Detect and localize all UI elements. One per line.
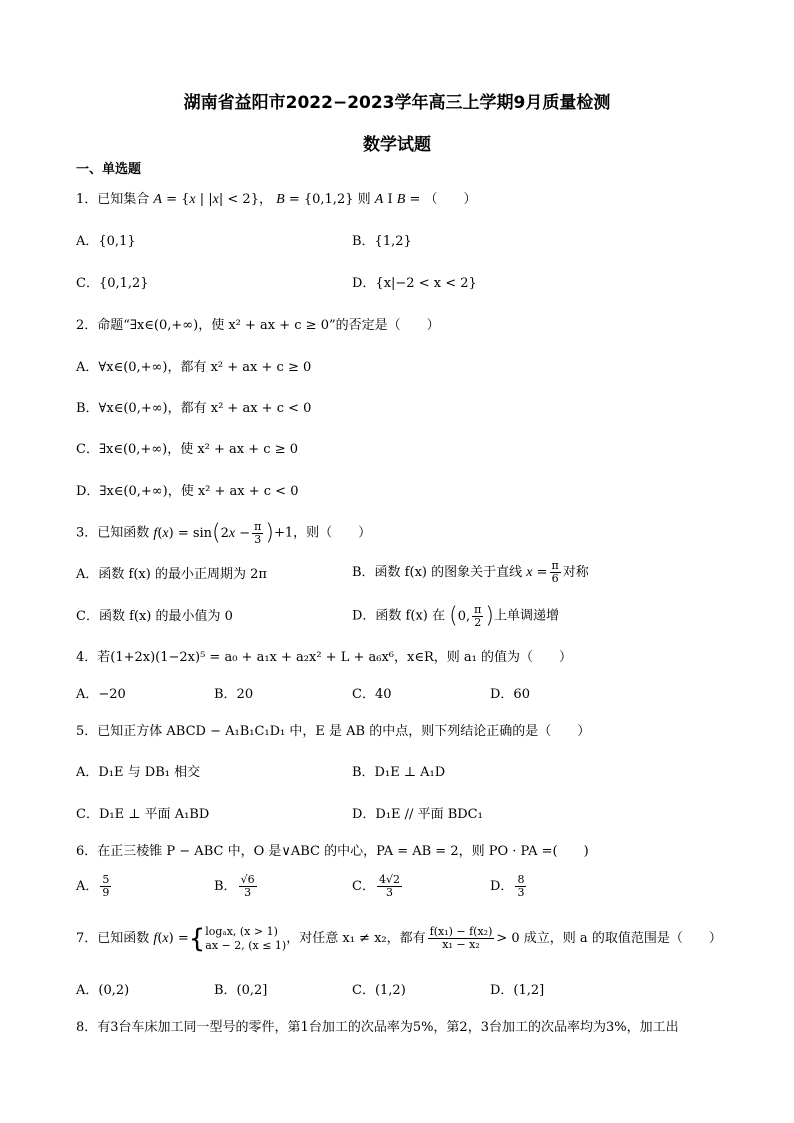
- q6-option-c: [352, 872, 404, 902]
- q1-stem-d: （ ）: [424, 192, 477, 207]
- q2-option-d: D．∃x∈(0,+∞)，使 x² + ax + c < 0: [76, 484, 299, 499]
- q6-option-a-den: 9: [102, 886, 110, 899]
- q1-option-c: C．{0,1,2}: [76, 276, 149, 291]
- question-5-stem: 5．已知正方体 ABCD − A₁B₁C₁D₁ 中，E 是 AB 的中点，则下列结论正确的是（ ）: [76, 724, 591, 739]
- q1-expr: A I B =: [374, 192, 421, 207]
- q4-option-a: A．−20: [76, 687, 126, 702]
- q3-option-a: A．函数 f(x) 的最小正周期为 2π: [76, 567, 267, 582]
- q1-option-d: D．{x|−2 < x < 2}: [352, 276, 477, 291]
- q7-frac-den: x₁ − x₂: [442, 938, 480, 951]
- q7-case-1: logₐx, (x > 1): [205, 924, 278, 938]
- q3-option-b-formula: x = $\frac{\pi}{6}$: [526, 559, 559, 585]
- question-8-stem: 8．有3台车床加工同一型号的零件，第1台加工的次品率为5%，第2，3台加工的次品率均为3%，加工出: [76, 1020, 679, 1035]
- q7-stem-c: > 0 成立，则 a 的取值范围是（ ）: [496, 931, 722, 946]
- q3-stem-a: 3．已知函数: [76, 525, 150, 541]
- q6-option-c-den: 3: [385, 886, 393, 899]
- q1-set-b: B = {0,1,2}: [276, 192, 354, 207]
- question-7-stem: [76, 922, 722, 956]
- q6-option-d-num: 8: [517, 873, 525, 886]
- page-title: 湖南省益阳市2022−2023学年高三上学期9月质量检测: [183, 93, 611, 113]
- q4-option-d: D．60: [490, 687, 530, 702]
- question-1-stem: [76, 192, 477, 208]
- q1-option-b: B．{1,2}: [352, 234, 412, 249]
- q3-stem-b: +1，则（ ）: [274, 525, 372, 541]
- q3-option-d: [352, 603, 559, 630]
- q3-option-d-interval: (0, $\frac{\pi}{2}$ ): [449, 602, 494, 629]
- q3-option-d-text: D．函数 f(x) 在: [352, 608, 445, 624]
- q6-option-d-den: 3: [517, 886, 525, 899]
- q5-option-a: A．D₁E 与 DB₁ 相交: [76, 765, 201, 780]
- q3-option-b-text: B．函数 f(x) 的图象关于直线: [352, 565, 523, 580]
- q3-function: f(x) = sin(2x − $\frac{\pi}{3}$ ): [153, 519, 274, 546]
- question-4-stem: 4．若(1+2x)(1−2x)⁵ = a₀ + a₁x + a₂x² + L + a₆x⁶，x∈R，则 a₁ 的值为（ ）: [76, 650, 572, 665]
- q7-option-c: C．(1,2): [352, 983, 406, 998]
- q7-option-d: D．(1,2]: [490, 983, 545, 998]
- q7-case-2: ax − 2, (x ≤ 1): [205, 938, 287, 952]
- q2-option-a: A．∀x∈(0,+∞)，都有 x² + ax + c ≥ 0: [76, 360, 312, 375]
- question-6-stem: 6．在正三棱锥 P − ABC 中，O 是∨ABC 的中心，PA = AB = 2，则 PO · PA =( ): [76, 844, 589, 859]
- q6-option-b-den: 3: [244, 886, 252, 899]
- q6-option-a-num: 5: [102, 873, 110, 886]
- q4-option-c: C．40: [352, 687, 392, 702]
- q3-option-b-tail: 对称: [562, 565, 589, 580]
- q7-stem-b: ，对任意 x₁ ≠ x₂，都有: [286, 931, 426, 946]
- page-subtitle: 数学试题: [363, 135, 431, 155]
- section-heading: 一、单选题: [76, 162, 142, 177]
- q6-option-b-num: √6: [240, 873, 255, 886]
- q1-set-a: A = {x | |x| < 2}: [153, 192, 259, 207]
- q1-stem-c: 则: [357, 192, 371, 207]
- q2-option-c: C．∃x∈(0,+∞)，使 x² + ax + c ≥ 0: [76, 442, 299, 457]
- q7-option-b: B．(0,2]: [214, 983, 268, 998]
- q5-option-b: B．D₁E ⊥ A₁D: [352, 765, 446, 780]
- q6-option-b: [214, 872, 259, 902]
- q5-option-c: C．D₁E ⊥ 平面 A₁BD: [76, 807, 210, 822]
- q4-option-b: B．20: [214, 687, 254, 702]
- q6-option-a: [76, 872, 113, 902]
- q5-option-d: D．D₁E // 平面 BDC₁: [352, 807, 483, 822]
- q6-option-c-num: 4√2: [378, 873, 400, 886]
- q7-option-a: A．(0,2): [76, 983, 130, 998]
- q7-function: f(x) ={ logₐx, (x > 1) ax − 2, (x ≤ 1): [153, 923, 287, 954]
- q7-stem-a: 7．已知函数: [76, 931, 150, 946]
- q6-option-a-label: A．: [76, 879, 99, 894]
- q3-option-c: C．函数 f(x) 的最小值为 0: [76, 609, 233, 624]
- q3-option-b: [352, 560, 589, 586]
- q1-stem-b: ，: [258, 192, 272, 207]
- q6-option-d-label: D．: [490, 879, 514, 894]
- q3-option-d-tail: 上单调递增: [493, 608, 559, 624]
- q6-option-d: [490, 872, 528, 902]
- question-2-stem: 2．命题“∃x∈(0,+∞)，使 x² + ax + c ≥ 0”的否定是（ ）: [76, 318, 440, 333]
- q2-option-b: B．∀x∈(0,+∞)，都有 x² + ax + c < 0: [76, 401, 312, 416]
- q1-stem-a: 1．已知集合: [76, 192, 150, 207]
- q6-option-b-label: B．: [214, 879, 237, 894]
- q1-option-a: A．{0,1}: [76, 234, 136, 249]
- question-3-stem: [76, 520, 371, 547]
- q7-frac-num: f(x₁) − f(x₂): [429, 925, 493, 938]
- q6-option-c-label: C．: [352, 879, 375, 894]
